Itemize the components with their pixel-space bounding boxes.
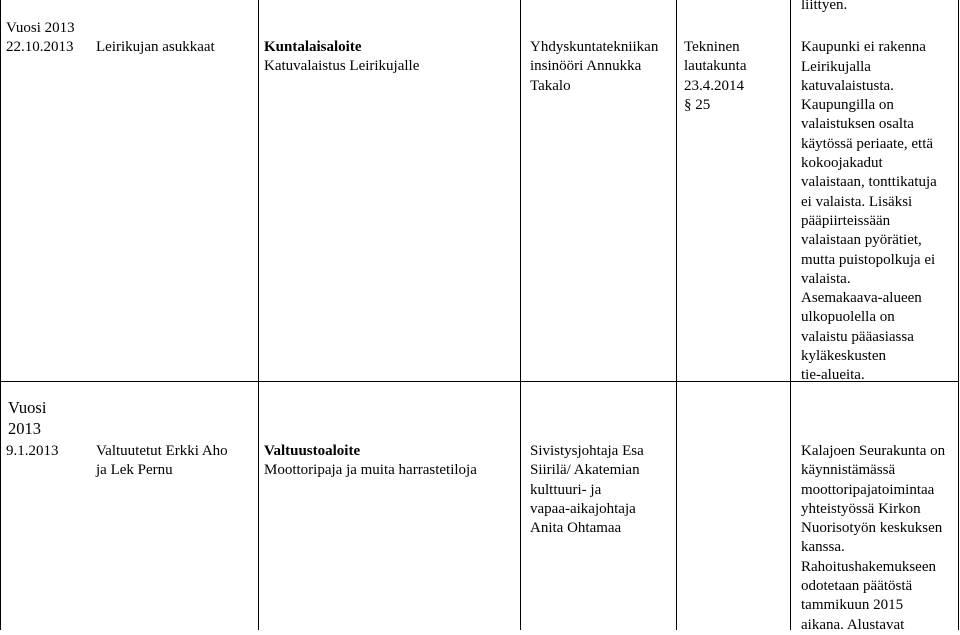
date-value: 22.10.2013	[6, 39, 74, 56]
result-line: käynnistämässä	[801, 462, 896, 479]
body-line: lautakunta	[684, 58, 747, 75]
result-line: yhteistyössä Kirkon	[801, 500, 921, 517]
result-line: valaistuksen osalta	[801, 116, 914, 133]
submitter-line: Valtuutetut Erkki Aho	[96, 443, 228, 459]
result-line: Kaupunki ei rakenna	[801, 39, 926, 56]
handler-line: insinööri Annukka	[530, 58, 642, 75]
result-line: katuvalaistusta.	[801, 77, 894, 94]
result-line: valaistu pääasiassa	[801, 328, 914, 345]
handler-line: Anita Ohtamaa	[530, 520, 622, 537]
initiative-type: Valtuustoaloite	[264, 443, 361, 459]
row2-submitter-cell	[96, 442, 228, 481]
column-divider	[258, 0, 259, 630]
table-border-right	[958, 0, 959, 630]
row2-result-cell	[801, 442, 945, 635]
result-line: Nuorisotyön keskuksen	[801, 520, 943, 537]
result-line: valaistaan pyörätiet,	[801, 232, 922, 249]
row2-handler-cell	[530, 442, 644, 538]
result-fragment: liittyen.	[801, 0, 848, 13]
result-line: ulkopuolella on	[801, 309, 895, 326]
result-line: Asemakaava-alueen	[801, 290, 922, 307]
handler-line: Yhdyskuntatekniikan	[530, 39, 659, 55]
result-line: ei valaista. Lisäksi	[801, 193, 913, 210]
handler-line: Sivistysjohtaja Esa	[530, 443, 644, 459]
result-line: käytössä periaate, että	[801, 135, 934, 152]
result-line: kyläkeskusten	[801, 348, 886, 365]
initiative-title: Moottoripaja ja muita harrastetiloja	[264, 462, 477, 479]
row1-submitter-cell	[96, 38, 215, 57]
handler-line: Siirilä/ Akatemian	[530, 462, 640, 479]
submitter-line: ja Lek Pernu	[96, 462, 173, 479]
column-divider	[520, 0, 521, 630]
result-line: valaistaan, tonttikatuja	[801, 174, 937, 191]
row1-handler-cell	[530, 38, 658, 96]
result-line: odotetaan päätöstä	[801, 578, 913, 595]
result-line: kanssa.	[801, 539, 845, 556]
result-line: mutta puistopolkuja ei	[801, 251, 936, 268]
result-line: Kaupungilla on	[801, 97, 894, 114]
result-line: pääpiirteissään	[801, 212, 891, 229]
initiative-title: Katuvalaistus Leirikujalle	[264, 58, 420, 75]
result-line: tammikuun 2015	[801, 597, 904, 614]
row1-body-cell	[684, 38, 746, 115]
year-number: 2013	[8, 419, 41, 438]
result-line: Rahoitushakemukseen	[801, 558, 936, 575]
submitter-name: Leirikujan asukkaat	[96, 39, 215, 55]
column-divider	[676, 0, 677, 630]
initiative-type: Kuntalaisaloite	[264, 39, 362, 55]
row1-initiative-cell	[264, 38, 419, 77]
result-line: kokoojakadut	[801, 155, 883, 172]
row2-date-cell	[6, 442, 59, 461]
result-line: tie-alueita.	[801, 367, 865, 384]
column-divider	[790, 0, 791, 630]
result-line: moottoripajatoimintaa	[801, 481, 935, 498]
result-line: Kalajoen Seurakunta on	[801, 443, 946, 459]
row1-year-date-cell	[6, 19, 75, 58]
table-border-left	[0, 0, 1, 630]
handler-line: vapaa-aikajohtaja	[530, 500, 636, 517]
handler-line: Takalo	[530, 77, 571, 94]
date-value: 9.1.2013	[6, 443, 59, 459]
body-line: Tekninen	[684, 39, 740, 55]
row2-year-cell	[8, 397, 46, 439]
result-line: valaista.	[801, 270, 851, 287]
row1-result-cell	[801, 0, 937, 386]
body-line: 23.4.2014	[684, 77, 744, 94]
year-word: Vuosi	[8, 398, 47, 417]
section-number: § 25	[684, 96, 711, 113]
result-line: aikana. Alustavat	[801, 616, 905, 633]
result-line: Leirikujalla	[801, 58, 871, 75]
row2-initiative-cell	[264, 442, 477, 481]
year-label: Vuosi 2013	[6, 20, 75, 36]
handler-line: kulttuuri- ja	[530, 481, 602, 498]
